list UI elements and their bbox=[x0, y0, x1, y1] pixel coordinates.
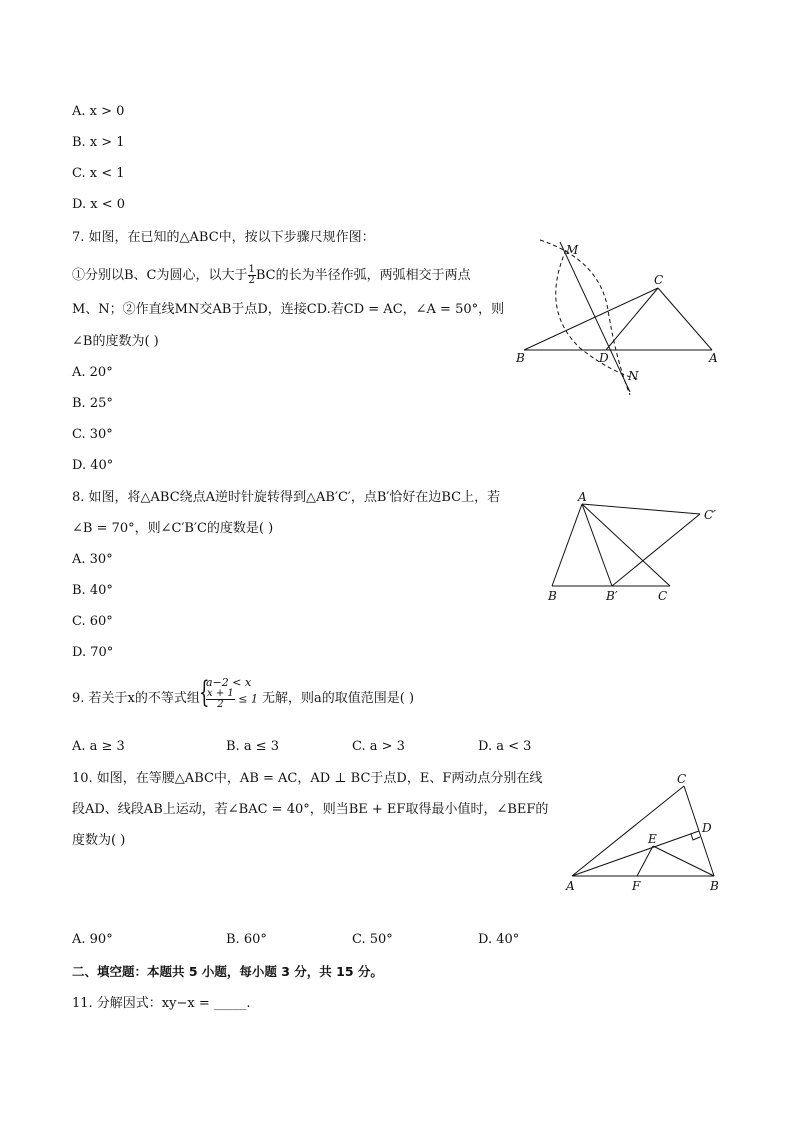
q7-fraction bbox=[248, 265, 256, 286]
q10-stem-line1: 10. 如图，在等腰△ABC中，AB = AC，AD ⊥ BC于点D，E、F两动点分别在线 bbox=[72, 771, 543, 786]
q8-segment-ac bbox=[582, 504, 670, 586]
q7-option-b: B. 25° bbox=[72, 396, 113, 411]
q10-figure bbox=[560, 768, 740, 896]
q8-segment-ab bbox=[552, 504, 582, 586]
q8-option-b: B. 40° bbox=[72, 583, 113, 598]
q9-suffix: 无解，则a的取值范围是( ) bbox=[262, 691, 415, 706]
q7-line2-a: ①分别以B、C为圆心，以大于 bbox=[72, 268, 248, 283]
q9-frac-den: 2 bbox=[217, 699, 224, 710]
q9-prefix: 9. 若关于x的不等式组 bbox=[72, 691, 200, 706]
q10-stem-line3: 度数为( ) bbox=[72, 833, 126, 848]
q10-right-angle-mark bbox=[691, 834, 700, 840]
q8-option-d: D. 70° bbox=[72, 645, 114, 660]
q9-option-a: A. a ≥ 3 bbox=[72, 739, 125, 754]
q8-label-b1: B′ bbox=[606, 589, 618, 603]
q10-option-c: C. 50° bbox=[352, 932, 393, 947]
q10-label-e: E bbox=[648, 832, 657, 846]
q9-inequality-1: a−2 < x bbox=[206, 676, 252, 689]
q8-label-c: C bbox=[658, 589, 668, 603]
q7-stem-line3: M、N；②作直线MN交AB于点D，连接CD.若CD = AC，∠A = 50°，则 bbox=[72, 302, 505, 317]
q6-option-d: D. x < 0 bbox=[72, 197, 125, 212]
q7-frac-den: 2 bbox=[248, 275, 255, 286]
q10-option-a: A. 90° bbox=[72, 932, 113, 947]
q11-stem: 11. 分解因式：xy−x = _____. bbox=[72, 996, 251, 1011]
q7-figure bbox=[500, 230, 740, 400]
q10-label-d: D bbox=[702, 821, 712, 835]
q8-segment-ab1 bbox=[582, 504, 612, 586]
q6-option-a: A. x > 0 bbox=[72, 104, 125, 119]
q8-stem-line1: 8. 如图，将△ABC绕点A逆时针旋转得到△AB′C′，点B′恰好在边BC上，若 bbox=[72, 490, 501, 505]
q8-option-a: A. 30° bbox=[72, 552, 113, 567]
q7-label-b: B bbox=[516, 351, 525, 365]
q7-stem-line2 bbox=[72, 265, 471, 286]
q8-stem-line2: ∠B = 70°，则∠C′B′C的度数是( ) bbox=[72, 521, 274, 536]
q8-figure bbox=[540, 488, 730, 608]
q10-label-b: B bbox=[710, 879, 719, 893]
q7-option-d: D. 40° bbox=[72, 458, 114, 473]
q9-brace-icon: { bbox=[199, 675, 210, 710]
q9-option-d: D. a < 3 bbox=[478, 739, 532, 754]
q8-segment-b1c1 bbox=[612, 514, 700, 586]
q7-label-c: C bbox=[654, 273, 664, 287]
q6-option-b: B. x > 1 bbox=[72, 135, 125, 150]
q10-option-b: B. 60° bbox=[226, 932, 267, 947]
q7-option-c: C. 30° bbox=[72, 427, 113, 442]
q9-inequality-2 bbox=[206, 689, 258, 710]
q9-option-b: B. a ≤ 3 bbox=[226, 739, 279, 754]
q7-label-n: N bbox=[628, 369, 639, 383]
q7-arc-2 bbox=[556, 250, 640, 380]
q8-option-c: C. 60° bbox=[72, 614, 113, 629]
q8-label-c1: C′ bbox=[704, 508, 716, 522]
q10-segment-ac bbox=[572, 786, 684, 876]
q7-label-a: A bbox=[709, 351, 718, 365]
q9-frac-num: x + 1 bbox=[207, 688, 234, 699]
q10-label-c: C bbox=[677, 772, 687, 786]
q6-option-c: C. x < 1 bbox=[72, 166, 125, 181]
q7-frac-num: 1 bbox=[248, 264, 255, 275]
q7-line-mn bbox=[560, 242, 630, 392]
q10-segment-ad bbox=[572, 831, 699, 876]
section-2-title: 二、填空题：本题共 5 小题，每小题 3 分，共 15 分。 bbox=[72, 964, 383, 979]
q10-option-d: D. 40° bbox=[478, 932, 520, 947]
q7-option-a: A. 20° bbox=[72, 365, 113, 380]
q10-segment-eb bbox=[653, 846, 714, 876]
q10-label-a: A bbox=[566, 879, 575, 893]
q7-segment-ca bbox=[658, 288, 712, 350]
q7-stem-line4: ∠B的度数为( ) bbox=[72, 334, 159, 349]
q9-ineq2-tail: ≤ 1 bbox=[238, 692, 258, 706]
q7-label-m: M bbox=[566, 243, 579, 257]
q7-line2-b: BC的长为半径作弧，两弧相交于两点 bbox=[255, 268, 471, 283]
q8-segment-ac1 bbox=[582, 504, 700, 514]
q7-stem-line1: 7. 如图，在已知的△ABC中，按以下步骤尺规作图： bbox=[72, 230, 375, 245]
q9-option-c: C. a > 3 bbox=[352, 739, 405, 754]
q10-label-f: F bbox=[632, 879, 641, 893]
q7-segment-bc bbox=[524, 288, 658, 350]
q8-label-b: B bbox=[548, 589, 557, 603]
q9-inequality-system bbox=[199, 675, 258, 710]
q7-label-d: D bbox=[599, 351, 609, 365]
q8-label-a: A bbox=[578, 490, 587, 504]
q10-stem-line2: 段AD、线段AB上运动，若∠BAC = 40°，则当BE + EF取得最小值时，∠BEF的 bbox=[72, 802, 549, 817]
